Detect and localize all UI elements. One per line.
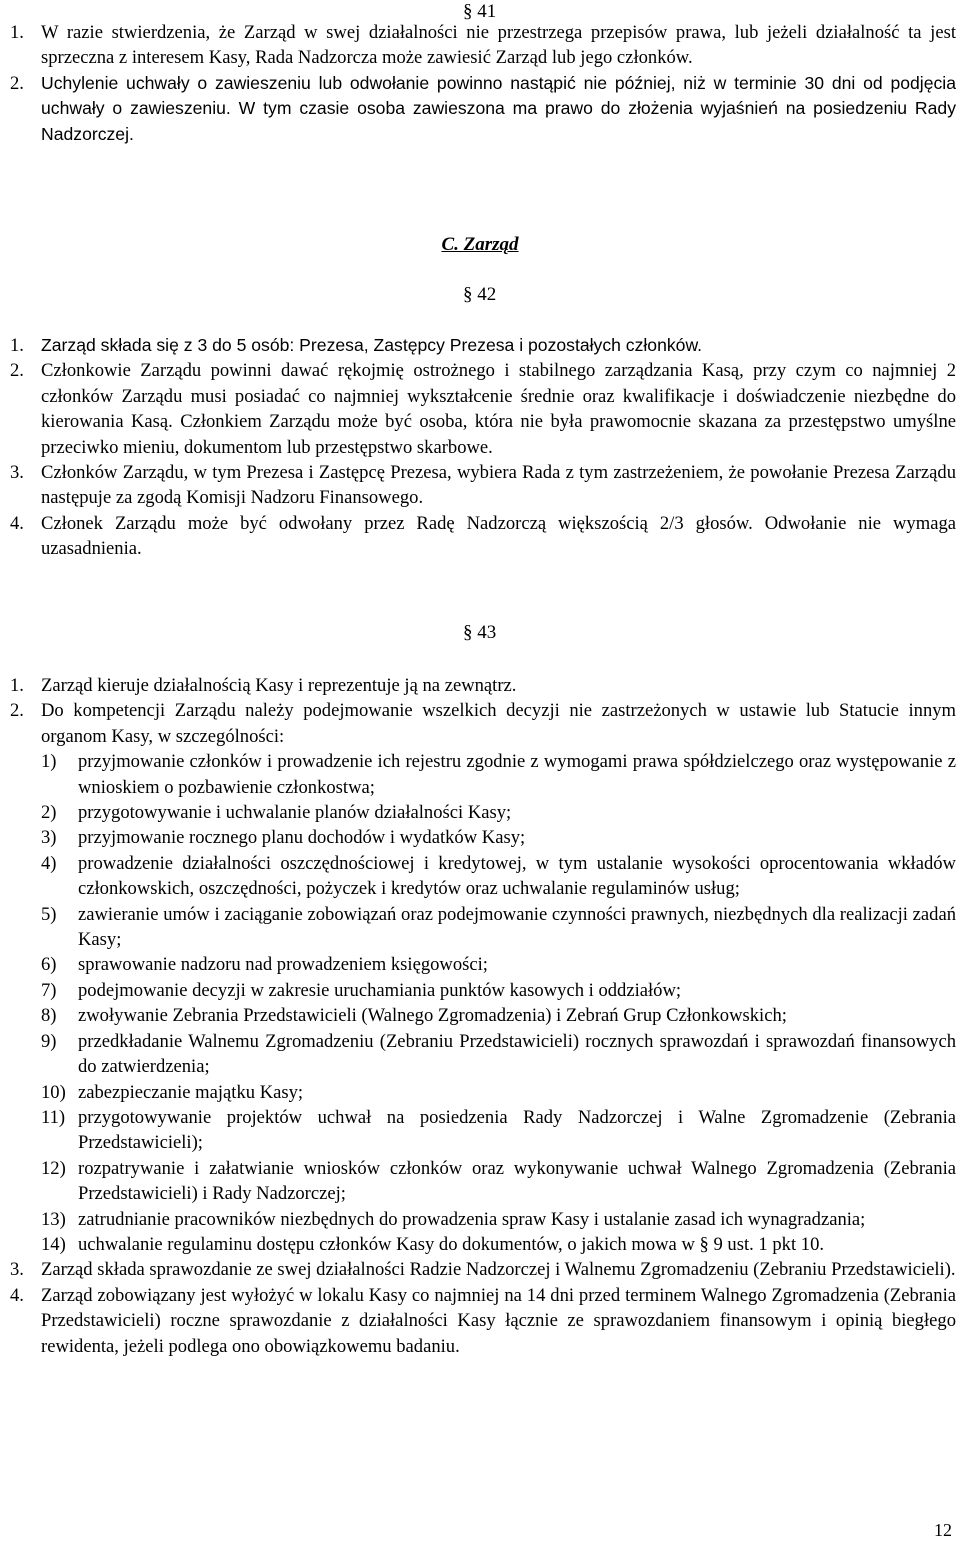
item-text: Zarząd kieruje działalnością Kasy i reprezentuje ją na zewnątrz. — [41, 675, 517, 696]
sublist-item-number: 5) — [41, 903, 57, 925]
item-number: 4. — [10, 512, 24, 534]
page-number: 12 — [934, 1520, 952, 1540]
item-number: 2. — [10, 700, 24, 722]
sublist-item — [41, 800, 956, 825]
list-item — [10, 1283, 956, 1359]
list-item — [10, 673, 956, 698]
list-item — [10, 1257, 956, 1282]
sublist-item-text: zabezpieczanie majątku Kasy; — [78, 1081, 304, 1103]
sublist-item-number: 3) — [41, 827, 57, 849]
paragraph-43-heading: § 43 — [463, 622, 497, 643]
sublist-item — [41, 1080, 956, 1105]
sublist-item — [41, 825, 956, 850]
sublist-item-text: zatrudnianie pracowników niezbędnych do prowadzenia spraw Kasy i ustalanie zasad ich wynagradzania; — [78, 1208, 866, 1230]
sublist-item-text: przedkładanie Walnemu Zgromadzeniu (Zebraniu Przedstawicieli) rocznych sprawozdań i sprawozdań finansowych do zatwierdzenia; — [78, 1030, 956, 1078]
item-number: 1. — [10, 335, 24, 356]
sublist-item-number: 8) — [41, 1005, 57, 1027]
competence-sublist — [41, 749, 956, 1257]
item-text: Do kompetencji Zarządu należy podejmowanie wszelkich decyzji nie zastrzeżonych w ustawie lub Statucie innym organom Kasy, w szczególności: — [41, 700, 956, 747]
sublist-item-text: uchwalanie regulaminu dostępu członków Kasy do dokumentów, o jakich mowa w § 9 ust. 1 pkt 10. — [78, 1233, 825, 1255]
paragraph-42-heading: § 42 — [463, 284, 497, 305]
list-item — [10, 698, 956, 1257]
sublist-item-number: 7) — [41, 979, 57, 1001]
item-number: 3. — [10, 1259, 24, 1281]
sublist-item-number: 1) — [41, 751, 57, 773]
sublist-item-text: podejmowanie decyzji w zakresie uruchamiania punktów kasowych i oddziałów; — [78, 979, 682, 1001]
sublist-item-text: przyjmowanie członków i prowadzenie ich rejestru zgodnie z wymogami prawa spółdzielczego oraz występowanie z wnioskiem o pozbawienie członkostwa; — [78, 751, 956, 798]
sublist-item — [41, 1207, 956, 1232]
sublist-item-number: 6) — [41, 954, 57, 976]
item-number: 2. — [10, 360, 24, 382]
item-number: 1. — [10, 22, 24, 43]
sublist-item-number: 11) — [41, 1106, 66, 1128]
sublist-item — [41, 1003, 956, 1028]
list-item — [10, 460, 956, 511]
sublist-item-text: prowadzenie działalności oszczędnościowej i kredytowej, w tym ustalanie wysokości oprocentowania wkładów członkowskich, oszczędności, pożyczek i kredytów oraz uchwalanie regulaminów usług; — [78, 852, 956, 900]
sublist-item — [41, 952, 956, 977]
item-number: 1. — [10, 675, 24, 696]
item-text: Zarząd składa się z 3 do 5 osób: Prezesa, Zastępcy Prezesa i pozostałych członków. — [41, 335, 703, 355]
sublist-item-number: 2) — [41, 802, 57, 824]
sublist-item — [41, 978, 956, 1003]
paragraph-42-list — [10, 333, 956, 562]
sublist-item-number: 12) — [41, 1157, 66, 1179]
sublist-item-text: przyjmowanie rocznego planu dochodów i wydatków Kasy; — [78, 827, 526, 849]
item-text: Zarząd składa sprawozdanie ze swej działalności Radzie Nadzorczej i Walnemu Zgromadzeniu (Zebraniu Przedstawicieli). — [41, 1259, 956, 1281]
sublist-item-text: zwoływanie Zebrania Przedstawicieli (Walnego Zgromadzenia) i Zebrań Grup Członkowskich; — [78, 1005, 787, 1027]
paragraph-41-list — [10, 20, 956, 147]
list-item — [10, 358, 956, 460]
section-title: C. Zarząd — [441, 234, 519, 255]
sublist-item — [41, 749, 956, 800]
item-number: 3. — [10, 462, 24, 484]
item-text: Członkowie Zarządu powinni dawać rękojmię ostrożnego i stabilnego zarządzania Kasą, przy czym co najmniej 2 członków Zarządu musi posiadać co najmniej wykształcenie średnie oraz kwalifikacje i doświadczenie niezbędne do kierowania Kasą. Członkiem Zarządu może być osoba, która nie była prawomocnie skazana za przestępstwo umyślne przeciwko mieniu, dokumentom lub przestępstwo skarbowe. — [41, 360, 956, 458]
item-number: 4. — [10, 1284, 24, 1306]
paragraph-41-heading: § 41 — [463, 1, 497, 22]
list-item — [10, 20, 956, 71]
sublist-item — [41, 851, 956, 902]
sublist-item-number: 4) — [41, 852, 57, 874]
item-text: Członków Zarządu, w tym Prezesa i Zastępcę Prezesa, wybiera Rada z tym zastrzeżeniem, że powołanie Prezesa Zarządu następuje za zgodą Komisji Nadzoru Finansowego. — [41, 462, 956, 509]
sublist-item — [41, 1105, 956, 1156]
sublist-item-number: 14) — [41, 1233, 66, 1255]
sublist-item-text: rozpatrywanie i załatwianie wniosków członków oraz wykonywanie uchwał Walnego Zgromadzenia (Zebrania Przedstawicieli) i Rady Nadzorczej; — [78, 1157, 956, 1205]
sublist-item-text: przygotowywanie i uchwalanie planów działalności Kasy; — [78, 802, 512, 824]
sublist-item-number: 10) — [41, 1081, 66, 1103]
item-text: W razie stwierdzenia, że Zarząd w swej działalności nie przestrzega przepisów prawa, lub jeżeli działalność ta jest sprzeczna z interesem Kasy, Rada Nadzorcza może zawiesić Zarząd lub jego członków. — [41, 22, 956, 69]
sublist-item-text: sprawowanie nadzoru nad prowadzeniem księgowości; — [78, 954, 488, 976]
sublist-item — [41, 1156, 956, 1207]
sublist-item-number: 13) — [41, 1208, 66, 1230]
sublist-item-number: 9) — [41, 1030, 57, 1052]
sublist-item-text: przygotowywanie projektów uchwał na posiedzenia Rady Nadzorczej i Walne Zgromadzenie (Zebrania Przedstawicieli); — [78, 1106, 956, 1154]
list-item — [10, 333, 956, 358]
item-text: Uchylenie uchwały o zawieszeniu lub odwołanie powinno nastąpić nie później, niż w terminie 30 dni od podjęcia uchwały o zawieszeniu. W tym czasie osoba zawieszona ma prawo do złożenia wyjaśnień na posiedzeniu Rady Nadzorczej. — [41, 72, 956, 144]
item-number: 2. — [10, 72, 24, 94]
item-text: Zarząd zobowiązany jest wyłożyć w lokalu Kasy co najmniej na 14 dni przed terminem Walnego Zgromadzenia (Zebrania Przedstawicieli) roczne sprawozdanie z działalności Kasy łącznie ze sprawozdaniem finansowym i opinią biegłego rewidenta, jeżeli podlega ono obowiązkowemu badaniu. — [41, 1284, 956, 1357]
sublist-item-text: zawieranie umów i zaciąganie zobowiązań oraz podejmowanie czynności prawnych, niezbędnych dla realizacji zadań Kasy; — [78, 903, 956, 951]
sublist-item — [41, 1232, 956, 1257]
paragraph-43-list — [10, 673, 956, 1359]
item-text: Członek Zarządu może być odwołany przez Radę Nadzorczą większością 2/3 głosów. Odwołanie nie wymaga uzasadnienia. — [41, 512, 956, 560]
list-item — [10, 71, 956, 147]
sublist-item — [41, 902, 956, 953]
sublist-item — [41, 1029, 956, 1080]
list-item — [10, 511, 956, 562]
